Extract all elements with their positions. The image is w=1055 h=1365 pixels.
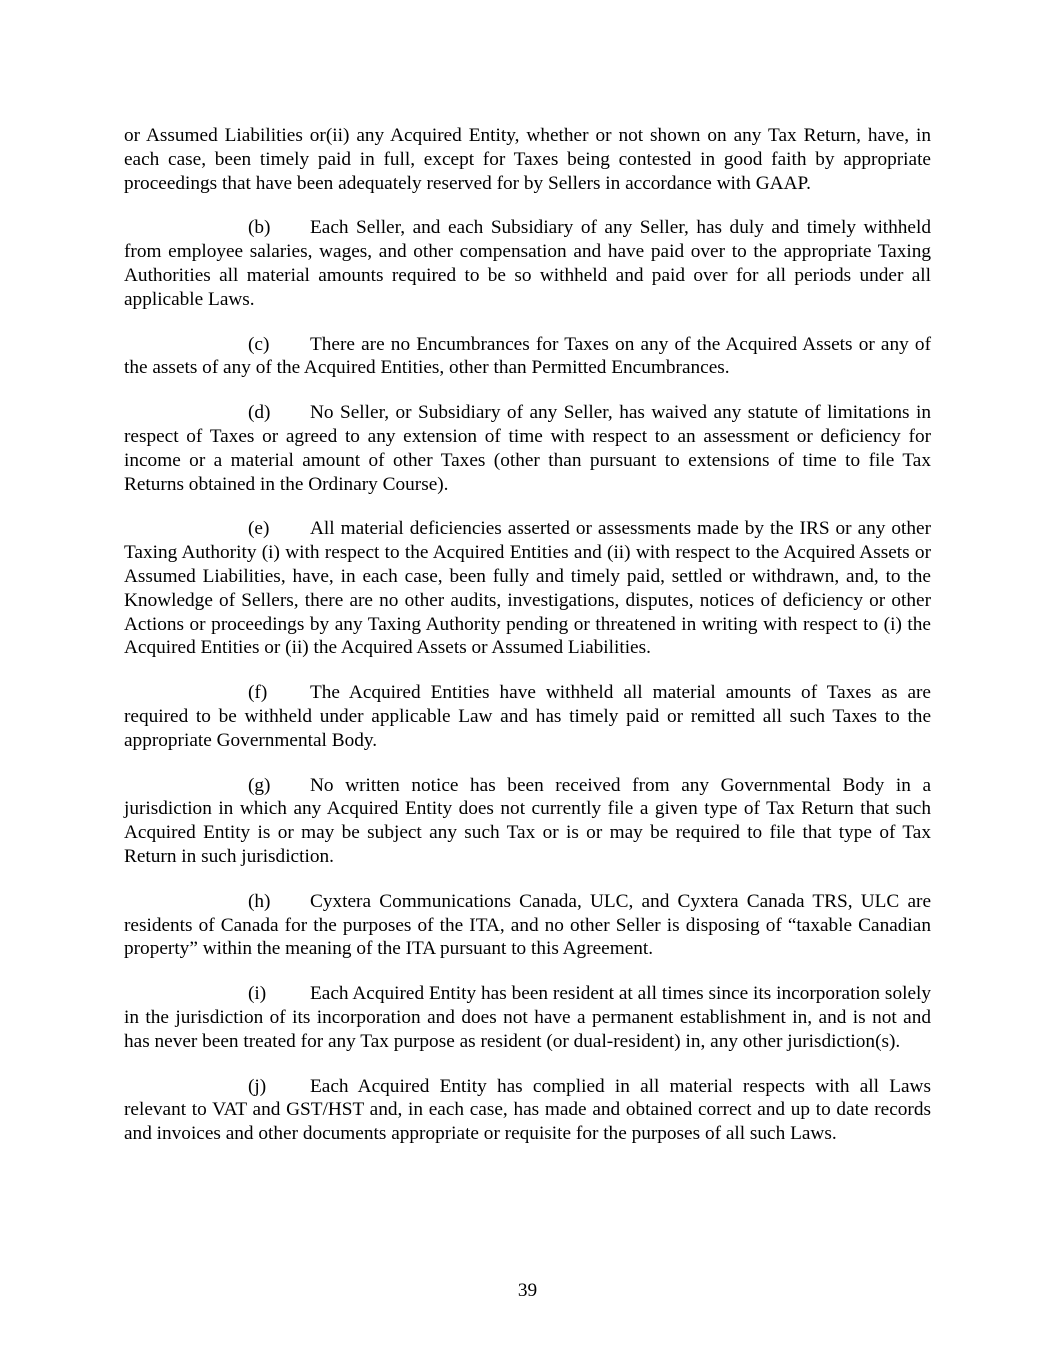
section-label: (g)	[248, 774, 271, 796]
section-label: (b)	[248, 217, 271, 239]
document-body	[124, 124, 931, 1167]
section-text: No Seller, or Subsidiary of any Seller, has waived any statute of limitations in respect of Taxes or agreed to any extension of time with respect to an assessment or deficiency for income or a material amount of other Taxes (other than pursuant to extensions of time to file Tax Returns obtained in the Ordinary Course).	[124, 402, 931, 495]
section-label: (j)	[248, 1075, 267, 1097]
section-c	[124, 333, 931, 381]
section-g	[124, 774, 931, 869]
section-i	[124, 982, 931, 1053]
section-text: Cyxtera Communications Canada, ULC, and Cyxtera Canada TRS, ULC are residents of Canada for the purposes of the ITA, and no other Seller is disposing of “taxable Canadian property” within the meaning of the ITA pursuant to this Agreement.	[124, 890, 931, 960]
section-text: Each Acquired Entity has complied in all material respects with all Laws relevant to VAT and GST/HST and, in each case, has made and obtained correct and up to date records and invoices and other documents appropriate or requisite for the purposes of all such Laws.	[124, 1075, 931, 1145]
section-label: (e)	[248, 518, 270, 540]
section-label: (c)	[248, 333, 270, 355]
section-f	[124, 681, 931, 752]
page-number: 39	[517, 1280, 538, 1301]
section-text: There are no Encumbrances for Taxes on any of the Acquired Assets or any of the assets of any of the Acquired Entities, other than Permitted Encumbrances.	[124, 333, 931, 379]
section-label: (d)	[248, 402, 271, 424]
section-h	[124, 890, 931, 961]
section-b	[124, 216, 931, 311]
section-label: (i)	[248, 983, 267, 1005]
section-d	[124, 401, 931, 496]
section-text: The Acquired Entities have withheld all material amounts of Taxes as are required to be withheld under applicable Law and has timely paid or remitted all such Taxes to the appropriate Governmental Body.	[124, 682, 931, 751]
section-text: Each Seller, and each Subsidiary of any Seller, has duly and timely withheld from employee salaries, wages, and other compensation and have paid over to the appropriate Taxing Authorities all material amounts required to be so withheld and paid over for all periods under all applicable Laws.	[124, 217, 931, 310]
section-text: No written notice has been received from any Governmental Body in a jurisdiction in which any Acquired Entity does not currently file a given type of Tax Return that such Acquired Entity is or may be subject any such Tax or is or may be required to file that type of Tax Return in such jurisdiction.	[124, 774, 931, 867]
section-label: (h)	[248, 890, 271, 912]
section-text: All material deficiencies asserted or assessments made by the IRS or any other Taxing Authority (i) with respect to the Acquired Entities and (ii) with respect to the Acquired Assets or Assumed Liabilities, have, in each case, been fully and timely paid, settled or withdrawn, and, to the Knowledge of Sellers, there are no other audits, investigations, disputes, notices of deficiency or other Actions or proceedings by any Taxing Authority pending or threatened in writing with respect to (i) the Acquired Entities or (ii) the Acquired Assets or Assumed Liabilities.	[124, 518, 931, 659]
section-label: (f)	[248, 682, 268, 704]
section-e	[124, 517, 931, 660]
section-text: Each Acquired Entity has been resident at all times since its incorporation solely in the jurisdiction of its incorporation and does not have a permanent establishment in, and is not and has never been treated for any Tax purpose as resident (or dual-resident) in, any other jurisdiction(s).	[124, 983, 931, 1052]
intro-paragraph: or Assumed Liabilities or(ii) any Acquired Entity, whether or not shown on any Tax Return, have, in each case, been timely paid in full, except for Taxes being contested in good faith by appropriate proceedings that have been adequately reserved for by Sellers in accordance with GAAP.	[124, 125, 931, 194]
section-j	[124, 1075, 931, 1146]
